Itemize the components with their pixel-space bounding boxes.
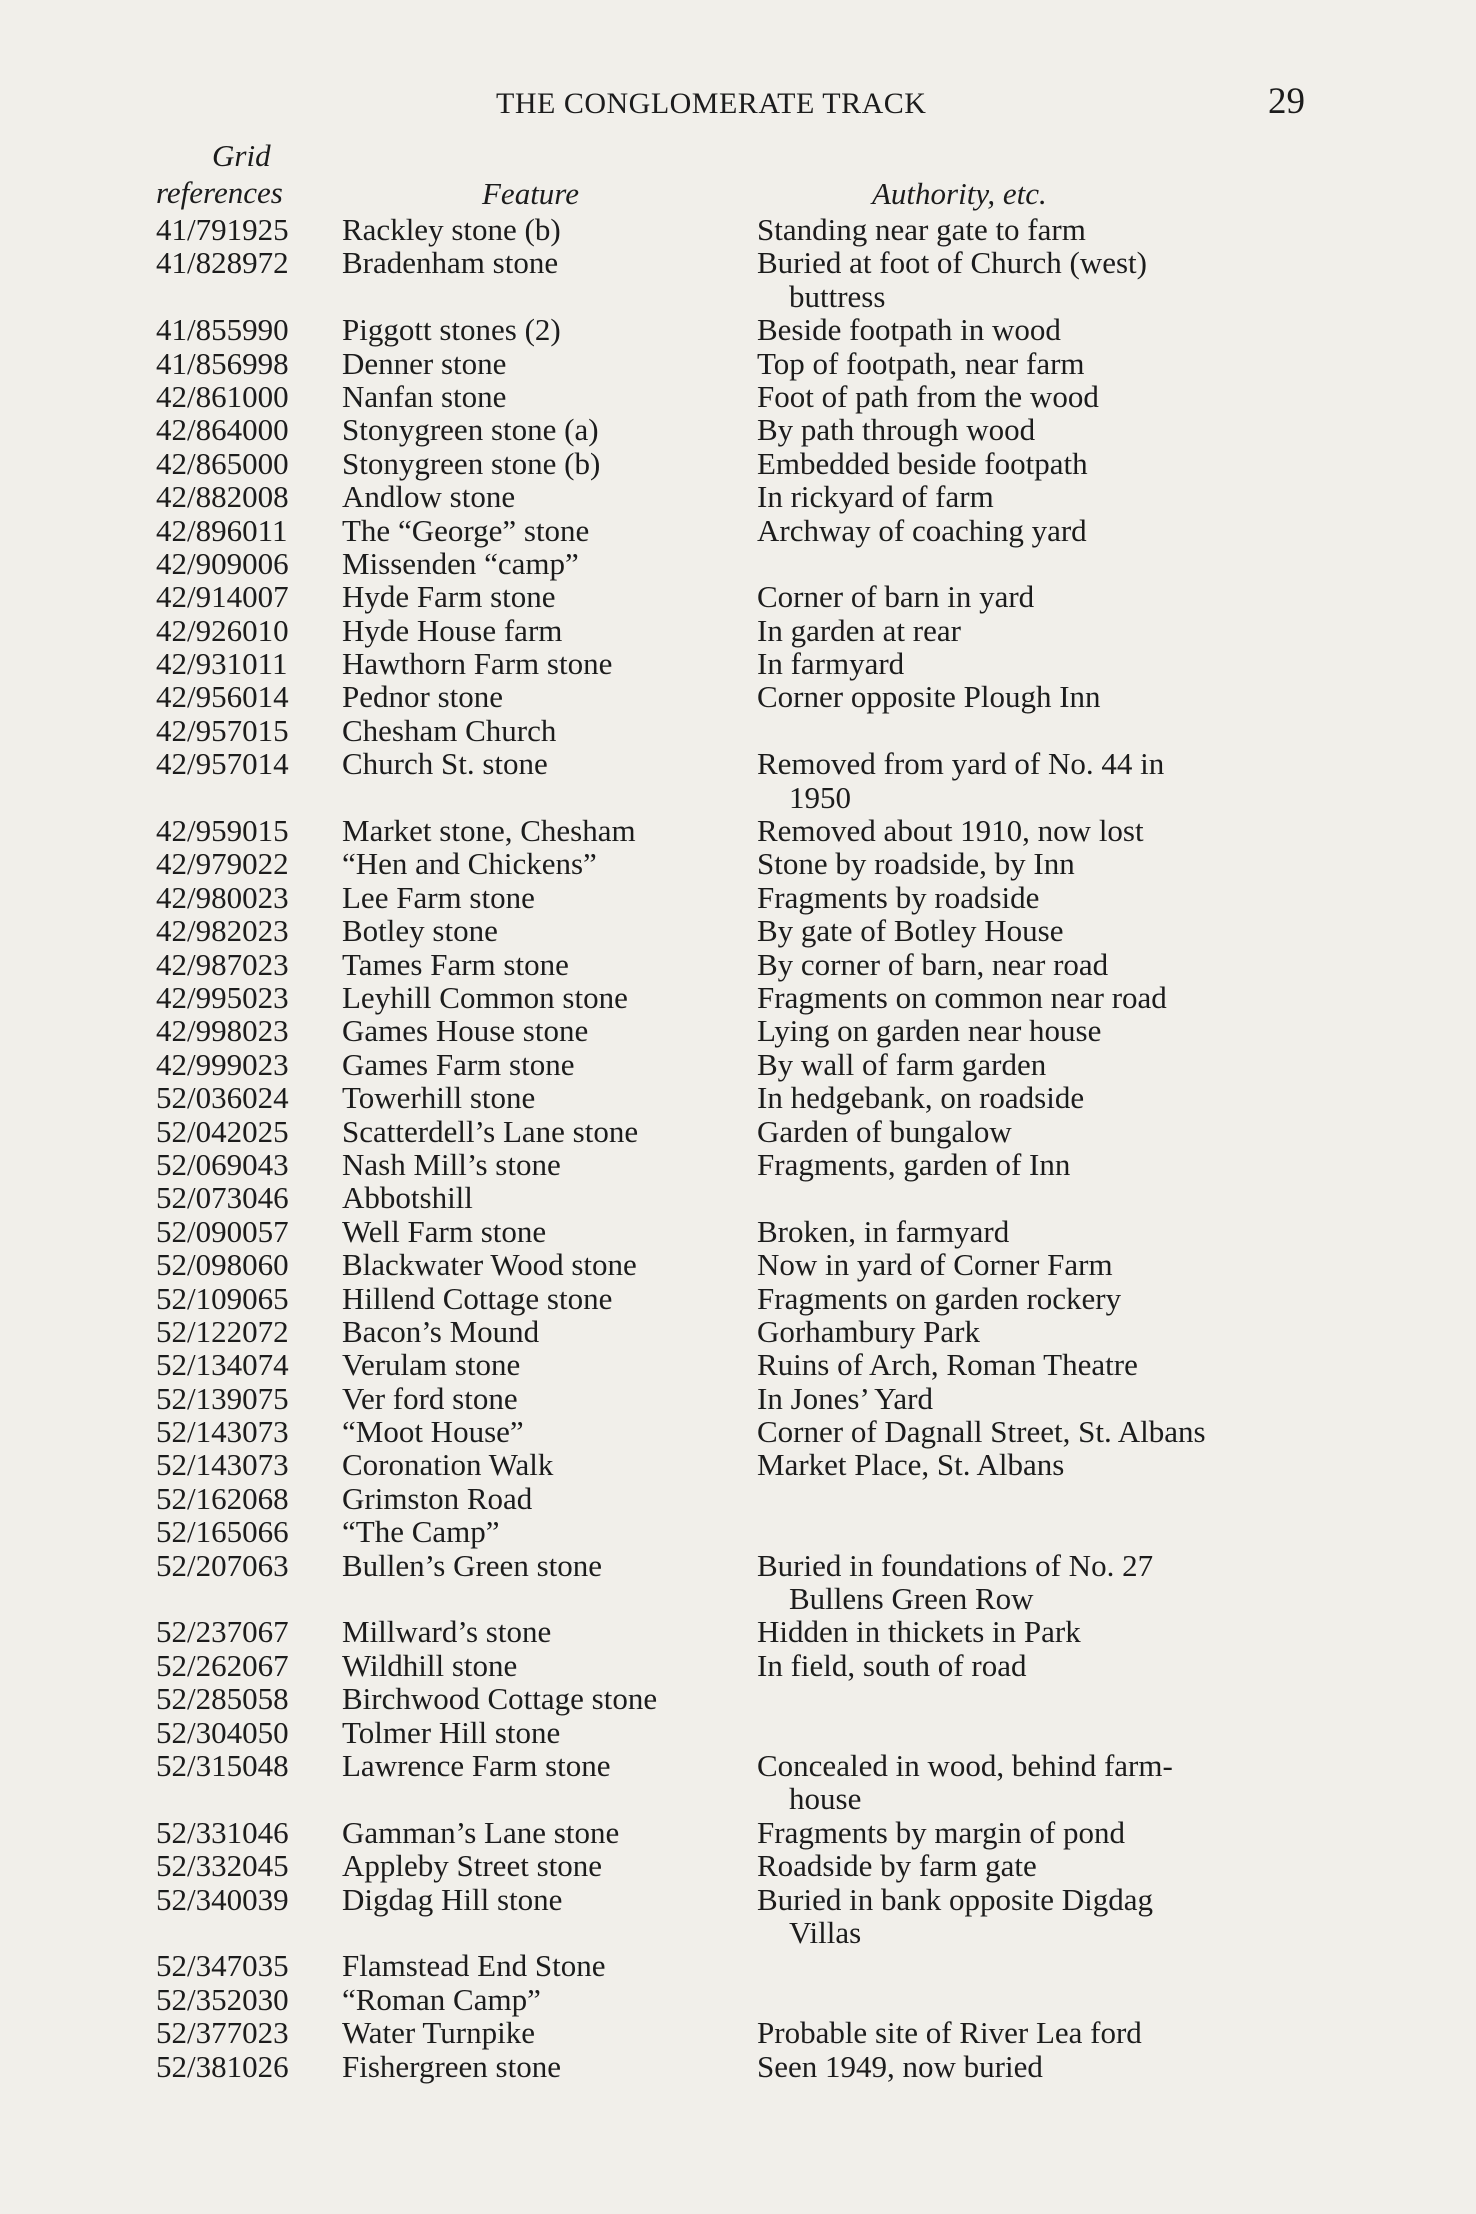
authority-text: Embedded beside footpath — [757, 445, 1088, 481]
grid-reference: 52/304050 — [156, 1714, 289, 1750]
table-row — [0, 213, 1476, 246]
authority-note — [757, 1749, 1305, 1816]
grid-reference: 52/340039 — [156, 1881, 289, 1917]
feature-name: Verulam stone — [342, 1347, 521, 1383]
authority-text: Now in yard of Corner Farm — [757, 1247, 1113, 1283]
authority-note — [757, 747, 1305, 814]
feature-name: Stonygreen stone (b) — [342, 445, 601, 481]
feature-name: Well Farm stone — [342, 1213, 547, 1249]
feature-name: Nash Mill’s stone — [342, 1146, 561, 1182]
table-row — [0, 881, 1476, 914]
authority-note — [757, 881, 1305, 914]
table-row — [0, 1849, 1476, 1882]
authority-note — [757, 1081, 1305, 1114]
table-row — [0, 1215, 1476, 1248]
authority-text: Seen 1949, now buried — [757, 2048, 1043, 2084]
authority-text: Market Place, St. Albans — [757, 1447, 1065, 1483]
table-row — [0, 246, 1476, 313]
authority-note — [757, 1215, 1305, 1248]
authority-note — [757, 1549, 1305, 1616]
grid-reference: 42/865000 — [156, 445, 289, 481]
table-row — [0, 1348, 1476, 1381]
authority-note — [757, 1148, 1305, 1181]
grid-reference: 42/959015 — [156, 813, 289, 849]
feature-name: Gamman’s Lane stone — [342, 1814, 620, 1850]
authority-note — [757, 1115, 1305, 1148]
gazetteer-table — [0, 213, 1476, 2083]
feature-name: Tolmer Hill stone — [342, 1714, 561, 1750]
table-row — [0, 1883, 1476, 1950]
feature-name: Pednor stone — [342, 679, 504, 715]
feature-name: Hyde Farm stone — [342, 579, 556, 615]
grid-column-header-line1: Grid — [212, 138, 271, 173]
grid-reference: 41/856998 — [156, 345, 289, 381]
grid-reference: 42/979022 — [156, 846, 289, 882]
authority-text: Garden of bungalow — [757, 1113, 1012, 1149]
authority-note — [757, 1048, 1305, 1081]
table-row — [0, 347, 1476, 380]
table-row — [0, 847, 1476, 880]
grid-reference: 52/090057 — [156, 1213, 289, 1249]
grid-reference: 42/957015 — [156, 712, 289, 748]
grid-reference: 42/956014 — [156, 679, 289, 715]
authority-text: Archway of coaching yard — [757, 512, 1087, 548]
table-row — [0, 814, 1476, 847]
authority-text: Lying on garden near house — [757, 1013, 1102, 1049]
authority-note — [757, 1014, 1305, 1047]
table-row — [0, 714, 1476, 747]
running-title: THE CONGLOMERATE TRACK — [496, 87, 927, 120]
table-row — [0, 1716, 1476, 1749]
feature-name: Digdag Hill stone — [342, 1881, 563, 1917]
table-row — [0, 2016, 1476, 2049]
feature-name: Towerhill stone — [342, 1080, 536, 1116]
grid-reference: 52/331046 — [156, 1814, 289, 1850]
grid-reference: 52/122072 — [156, 1313, 289, 1349]
page-number: 29 — [1268, 81, 1305, 122]
grid-reference: 42/882008 — [156, 479, 289, 515]
feature-name: Fishergreen stone — [342, 2048, 561, 2084]
grid-reference: 52/207063 — [156, 1547, 289, 1583]
feature-name: Flamstead End Stone — [342, 1948, 606, 1984]
authority-note — [757, 447, 1305, 480]
table-row — [0, 1515, 1476, 1548]
grid-reference: 41/791925 — [156, 212, 289, 247]
authority-text: In Jones’ Yard — [757, 1380, 933, 1416]
authority-text: Fragments by roadside — [757, 879, 1040, 915]
authority-note — [757, 1415, 1305, 1448]
feature-name: Coronation Walk — [342, 1447, 554, 1483]
authority-text: In hedgebank, on roadside — [757, 1080, 1085, 1116]
authority-text: Corner of barn in yard — [757, 579, 1035, 615]
authority-text: In rickyard of farm — [757, 479, 994, 515]
table-row — [0, 1315, 1476, 1348]
grid-reference: 42/931011 — [156, 646, 288, 682]
grid-reference: 42/926010 — [156, 612, 289, 648]
table-row — [0, 413, 1476, 446]
authority-text: In field, south of road — [757, 1647, 1027, 1683]
authority-text: Corner of Dagnall Street, St. Albans — [757, 1414, 1206, 1450]
authority-note — [757, 480, 1305, 513]
authority-text: Top of footpath, near farm — [757, 345, 1085, 381]
authority-note — [757, 2050, 1305, 2083]
grid-reference: 52/162068 — [156, 1480, 289, 1516]
feature-column-header: Feature — [482, 176, 579, 211]
authority-text: In garden at rear — [757, 612, 961, 648]
table-row — [0, 2050, 1476, 2083]
authority-note — [757, 347, 1305, 380]
table-row — [0, 647, 1476, 680]
feature-name: Abbotshill — [342, 1180, 473, 1216]
table-row — [0, 680, 1476, 713]
authority-text: Buried in foundations of No. 27 — [757, 1547, 1154, 1583]
authority-note — [757, 1883, 1305, 1950]
authority-text: Foot of path from the wood — [757, 378, 1099, 414]
authority-text: Removed from yard of No. 44 in — [757, 746, 1165, 782]
table-row — [0, 914, 1476, 947]
authority-note — [757, 2016, 1305, 2049]
authority-text: Gorhambury Park — [757, 1313, 980, 1349]
grid-reference: 52/285058 — [156, 1681, 289, 1717]
table-row — [0, 1048, 1476, 1081]
authority-text: By corner of barn, near road — [757, 946, 1109, 982]
feature-name: Market stone, Chesham — [342, 813, 636, 849]
table-row — [0, 1482, 1476, 1515]
table-row — [0, 1448, 1476, 1481]
feature-name: “Roman Camp” — [342, 1981, 541, 2017]
table-row — [0, 1983, 1476, 2016]
grid-reference: 52/134074 — [156, 1347, 289, 1383]
authority-text: By path through wood — [757, 412, 1036, 448]
table-row — [0, 1282, 1476, 1315]
authority-note — [757, 514, 1305, 547]
authority-continuation: buttress — [789, 278, 886, 314]
table-row — [0, 480, 1476, 513]
grid-reference: 52/381026 — [156, 2048, 289, 2084]
feature-name: Lawrence Farm stone — [342, 1748, 611, 1784]
authority-note — [757, 313, 1305, 346]
table-row — [0, 547, 1476, 580]
running-head — [0, 81, 1476, 128]
grid-column-header-line2: references — [156, 175, 283, 210]
table-row — [0, 580, 1476, 613]
feature-name: Botley stone — [342, 913, 498, 949]
authority-text: Removed about 1910, now lost — [757, 813, 1144, 849]
table-row — [0, 380, 1476, 413]
table-row — [0, 1415, 1476, 1448]
authority-note — [757, 246, 1305, 313]
authority-note — [757, 1448, 1305, 1481]
authority-continuation: Bullens Green Row — [789, 1581, 1034, 1617]
feature-name: Bacon’s Mound — [342, 1313, 540, 1349]
table-row — [0, 981, 1476, 1014]
authority-note — [757, 1282, 1305, 1315]
feature-name: “The Camp” — [342, 1514, 500, 1550]
feature-name: “Hen and Chickens” — [342, 846, 597, 882]
authority-text: Probable site of River Lea ford — [757, 2015, 1142, 2051]
authority-note — [757, 1382, 1305, 1415]
feature-name: Lee Farm stone — [342, 879, 535, 915]
column-headers — [0, 138, 1476, 216]
authority-note — [757, 213, 1305, 246]
grid-reference: 52/069043 — [156, 1146, 289, 1182]
feature-name: Hyde House farm — [342, 612, 563, 648]
authority-column-header: Authority, etc. — [872, 176, 1047, 211]
authority-note — [757, 413, 1305, 446]
authority-note — [757, 647, 1305, 680]
authority-note — [757, 680, 1305, 713]
grid-reference: 52/315048 — [156, 1748, 289, 1784]
authority-note — [757, 1315, 1305, 1348]
grid-reference: 52/347035 — [156, 1948, 289, 1984]
table-row — [0, 1749, 1476, 1816]
feature-name: Nanfan stone — [342, 378, 507, 414]
grid-reference: 52/042025 — [156, 1113, 289, 1149]
grid-reference: 42/980023 — [156, 879, 289, 915]
authority-text: Roadside by farm gate — [757, 1848, 1037, 1884]
authority-note — [757, 847, 1305, 880]
authority-note — [757, 914, 1305, 947]
table-row — [0, 948, 1476, 981]
feature-name: Church St. stone — [342, 746, 548, 782]
table-row — [0, 447, 1476, 480]
authority-text: In farmyard — [757, 646, 905, 682]
feature-name: Games House stone — [342, 1013, 589, 1049]
authority-note — [757, 614, 1305, 647]
feature-name: Blackwater Wood stone — [342, 1247, 637, 1283]
table-row — [0, 1148, 1476, 1181]
feature-name: “Moot House” — [342, 1414, 524, 1450]
grid-reference: 42/987023 — [156, 946, 289, 982]
authority-note — [757, 981, 1305, 1014]
grid-reference: 52/237067 — [156, 1614, 289, 1650]
grid-reference: 52/098060 — [156, 1247, 289, 1283]
authority-note — [757, 580, 1305, 613]
grid-reference: 42/998023 — [156, 1013, 289, 1049]
authority-text: Fragments on common near road — [757, 980, 1167, 1016]
table-row — [0, 1682, 1476, 1715]
table-row — [0, 747, 1476, 814]
table-row — [0, 313, 1476, 346]
grid-reference: 52/139075 — [156, 1380, 289, 1416]
table-row — [0, 1081, 1476, 1114]
table-row — [0, 1181, 1476, 1214]
authority-text: By gate of Botley House — [757, 913, 1064, 949]
feature-name: The “George” stone — [342, 512, 590, 548]
authority-note — [757, 1649, 1305, 1682]
table-row — [0, 614, 1476, 647]
table-row — [0, 1382, 1476, 1415]
authority-note — [757, 1348, 1305, 1381]
table-row — [0, 1949, 1476, 1982]
authority-note — [757, 1849, 1305, 1882]
authority-text: Broken, in farmyard — [757, 1213, 1010, 1249]
feature-name: Denner stone — [342, 345, 507, 381]
grid-reference: 42/995023 — [156, 980, 289, 1016]
feature-name: Missenden “camp” — [342, 545, 579, 581]
grid-reference: 52/109065 — [156, 1280, 289, 1316]
authority-text: Corner opposite Plough Inn — [757, 679, 1101, 715]
authority-note — [757, 1248, 1305, 1281]
grid-reference: 42/957014 — [156, 746, 289, 782]
feature-name: Rackley stone (b) — [342, 212, 561, 247]
table-row — [0, 1816, 1476, 1849]
authority-continuation: 1950 — [789, 779, 851, 815]
table-row — [0, 1615, 1476, 1648]
authority-continuation: Villas — [789, 1915, 862, 1950]
table-row — [0, 1248, 1476, 1281]
authority-text: Buried in bank opposite Digdag — [757, 1881, 1154, 1917]
authority-continuation: house — [789, 1781, 862, 1817]
authority-text: Ruins of Arch, Roman Theatre — [757, 1347, 1138, 1383]
feature-name: Appleby Street stone — [342, 1848, 603, 1884]
authority-note — [757, 814, 1305, 847]
grid-reference: 42/999023 — [156, 1046, 289, 1082]
feature-name: Piggott stones (2) — [342, 312, 561, 348]
authority-text: Standing near gate to farm — [757, 212, 1086, 247]
feature-name: Grimston Road — [342, 1480, 533, 1516]
authority-text: Buried at foot of Church (west) — [757, 245, 1147, 281]
grid-reference: 42/909006 — [156, 545, 289, 581]
table-row — [0, 1014, 1476, 1047]
grid-reference: 52/377023 — [156, 2015, 289, 2051]
grid-reference: 42/864000 — [156, 412, 289, 448]
grid-reference: 52/332045 — [156, 1848, 289, 1884]
feature-name: Bradenham stone — [342, 245, 559, 281]
feature-name: Birchwood Cottage stone — [342, 1681, 658, 1717]
grid-reference: 52/262067 — [156, 1647, 289, 1683]
grid-reference: 42/896011 — [156, 512, 288, 548]
authority-text: Fragments, garden of Inn — [757, 1146, 1071, 1182]
grid-reference: 41/828972 — [156, 245, 289, 281]
table-row — [0, 1649, 1476, 1682]
feature-name: Games Farm stone — [342, 1046, 575, 1082]
feature-name: Wildhill stone — [342, 1647, 518, 1683]
feature-name: Tames Farm stone — [342, 946, 569, 982]
feature-name: Millward’s stone — [342, 1614, 552, 1650]
authority-text: Fragments on garden rockery — [757, 1280, 1122, 1316]
feature-name: Ver ford stone — [342, 1380, 518, 1416]
authority-text: Concealed in wood, behind farm- — [757, 1748, 1173, 1784]
feature-name: Scatterdell’s Lane stone — [342, 1113, 639, 1149]
authority-note — [757, 1816, 1305, 1849]
grid-reference: 52/143073 — [156, 1414, 289, 1450]
grid-reference: 52/143073 — [156, 1447, 289, 1483]
feature-name: Hawthorn Farm stone — [342, 646, 613, 682]
authority-note — [757, 380, 1305, 413]
feature-name: Hillend Cottage stone — [342, 1280, 613, 1316]
table-row — [0, 1549, 1476, 1616]
grid-reference: 42/914007 — [156, 579, 289, 615]
grid-reference: 41/855990 — [156, 312, 289, 348]
table-row — [0, 1115, 1476, 1148]
feature-name: Bullen’s Green stone — [342, 1547, 603, 1583]
grid-reference: 52/036024 — [156, 1080, 289, 1116]
authority-text: By wall of farm garden — [757, 1046, 1047, 1082]
authority-note — [757, 948, 1305, 981]
grid-reference: 52/073046 — [156, 1180, 289, 1216]
feature-name: Leyhill Common stone — [342, 980, 628, 1016]
feature-name: Stonygreen stone (a) — [342, 412, 599, 448]
table-row — [0, 514, 1476, 547]
grid-reference: 42/982023 — [156, 913, 289, 949]
authority-text: Beside footpath in wood — [757, 312, 1061, 348]
feature-name: Chesham Church — [342, 712, 557, 748]
feature-name: Water Turnpike — [342, 2015, 535, 2051]
authority-text: Stone by roadside, by Inn — [757, 846, 1075, 882]
feature-name: Andlow stone — [342, 479, 516, 515]
grid-reference: 52/165066 — [156, 1514, 289, 1550]
grid-reference: 52/352030 — [156, 1981, 289, 2017]
authority-note — [757, 1615, 1305, 1648]
authority-text: Fragments by margin of pond — [757, 1814, 1125, 1850]
authority-text: Hidden in thickets in Park — [757, 1614, 1081, 1650]
grid-reference: 42/861000 — [156, 378, 289, 414]
